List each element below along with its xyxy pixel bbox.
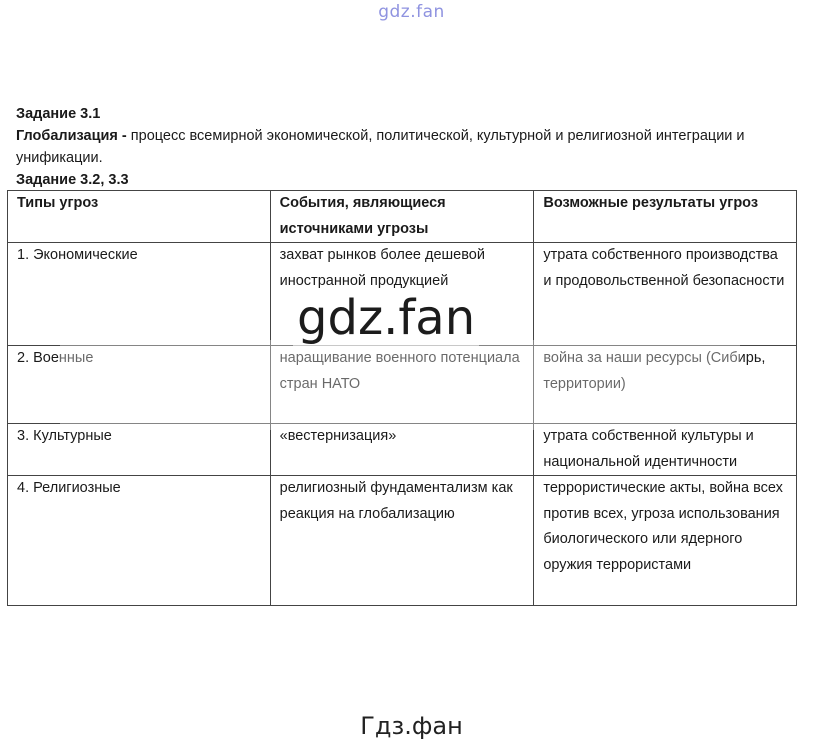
watermark-center: gdz.fan (293, 288, 479, 348)
threat-events-cell: наращивание военного потенциала стран НАТО (270, 346, 534, 424)
threat-events-cell: «вестернизация» (270, 424, 534, 476)
task-3-2-heading: Задание 3.2, 3.3 (16, 172, 129, 188)
threat-type-cell: 3. Культурные (8, 424, 271, 476)
task-3-1-heading: Задание 3.1 (16, 106, 101, 122)
globalization-definition (16, 125, 806, 169)
definition-term: Глобализация - (16, 128, 127, 144)
threat-results-cell: утрата собственной культуры и национальной идентичности (534, 424, 797, 476)
table-header-row (8, 191, 797, 243)
table-row (8, 424, 797, 476)
threat-type-cell: 4. Религиозные (8, 476, 271, 606)
threats-table (7, 190, 797, 606)
header-threat-results: Возможные результаты угроз (534, 191, 797, 243)
threat-results-cell: утрата собственного производства и продовольственной безопасности (534, 243, 797, 346)
threat-type-cell: 1. Экономические (8, 243, 271, 346)
threat-type-cell: 2. Военные (8, 346, 271, 424)
header-threat-events: События, являющиеся источниками угрозы (270, 191, 534, 243)
header-threat-types: Типы угроз (8, 191, 271, 243)
threat-results-cell: война за наши ресурсы (Сибирь, территории) (534, 346, 797, 424)
watermark-bottom: Гдз.фан (360, 712, 463, 740)
table-row (8, 476, 797, 606)
threat-events-cell: захват рынков более дешевой иностранной продукцией (270, 243, 534, 346)
definition-text: процесс всемирной экономической, политической, культурной и религиозной интеграции и унификации. (16, 128, 745, 166)
table-row (8, 346, 797, 424)
threat-results-cell: террористические акты, война всех против всех, угроза использования биологического или ядерного оружия террористами (534, 476, 797, 606)
threat-events-cell: религиозный фундаментализм как реакция на глобализацию (270, 476, 534, 606)
document-body (16, 103, 806, 191)
watermark-top: gdz.fan (378, 2, 445, 22)
